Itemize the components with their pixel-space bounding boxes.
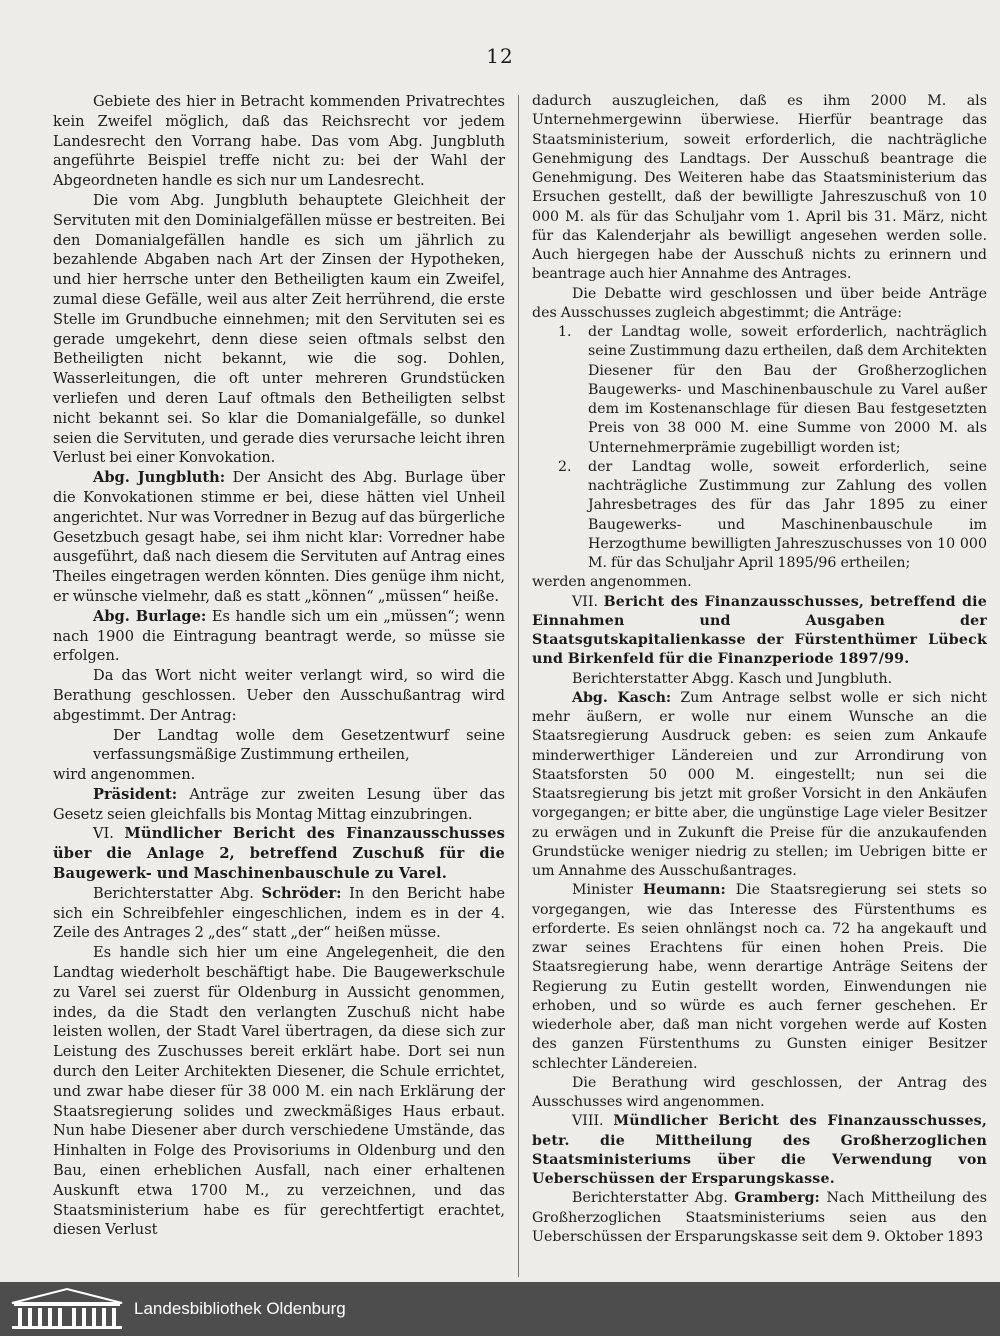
paragraph-text: Zum Antrage selbst wolle er sich nicht mehr äußern, er wolle nur einem Wunsche an die Staatsregierung Ausdruck geben: es seien zum Ankaufe minderwerthiger Ländereien und zur Arrondirung von Staatsforsten 50 000 M. eingestellt; nun sei die Staatsregierung bis jetzt mit großer Vorsicht in den Ankäufen vorgegangen; er bitte aber, die ungünstige Lage vieler Besitzer zu erwägen und in Zukunft die Preise für die anzukaufenden Grundstücke weniger niedrig zu stellen; im Uebrigen bitte er um Annahme des Ausschußantrages.	[532, 689, 987, 879]
paragraph	[532, 670, 987, 689]
speaker-name: Abg. Burlage:	[93, 607, 207, 625]
paragraph	[532, 1189, 987, 1247]
speaker-role: Berichterstatter Abg.	[572, 1190, 728, 1207]
paragraph	[53, 607, 505, 666]
paragraph	[53, 191, 505, 468]
speaker-name: Abg. Jungbluth:	[93, 469, 226, 487]
list-item	[532, 323, 987, 458]
paragraph-text: Die vom Abg. Jungbluth behauptete Gleichheit der Servituten mit den Dominialgefällen müsse er bestreiten. Bei den Domanialgefällen handle es sich um jährlich zu bezahlende Abgaben nach Art der Zinsen der Hypotheken, und hier herrsche unter den Betheiligten kaum ein Zweifel, zumal diese Gefälle, weil aus alter Zeit herrührend, die erste Stelle im Grundbuche einnehmen; mit den Servituten sei es gerade umgekehrt, denn diese seien oftmals selbst den Betheiligten nicht bekannt, wie die sog. Dohlen, Wasserleitungen, die oft unter mehreren Grundstücken verliefen und deren Lauf oftmals den Betheiligten selbst nicht bekannt sei. So klar die Domanialgefälle, so dunkel seien die Servituten, und gerade dies verursache leicht ihren Verlust bei einer Konvokation.	[53, 191, 505, 467]
section-title: Mündlicher Bericht des Finanzausschusses, betr. die Mittheilung des Großherzoglichen Staatsministeriums über die Verwendung von Ueberschüssen der Ersparungskasse.	[532, 1113, 987, 1187]
left-column	[53, 92, 505, 1240]
paragraph	[53, 92, 505, 191]
paragraph-text: Nach Mittheilung des Großherzoglichen Staatsministeriums seien aus den Ueberschüssen der Ersparungskasse seit dem 9. Oktober 1893	[532, 1190, 987, 1245]
section-number: VI.	[93, 825, 114, 843]
paragraph	[53, 468, 505, 607]
paragraph-text: In den Bericht habe sich ein Schreibfehler eingeschlichen, indem es in der 4. Zeile des Antrages 2 „des“ statt „der“ heißen müsse.	[53, 884, 506, 942]
section-title: Bericht des Finanzausschusses, betreffend die Einnahmen und Ausgaben der Staatsgutskapitalienkasse der Fürstenthümer Lübeck und Birkenfeld für die Finanzperiode 1897/99.	[532, 593, 987, 668]
paragraph	[532, 285, 987, 324]
section-heading	[532, 593, 987, 670]
list-text: der Landtag wolle, soweit erforderlich, nachträglich seine Zustimmung dazu ertheilen, daß dem Architekten Diesener für den Bau der Großherzoglichen Baugewerks- und Maschinenbauschule zu Varel außer dem im Kostenanschlage für diesen Bau festgesetzten Preis von 38 000 M. eine Summe von 2000 M. als Unternehmerprämie zugebilligt worden ist;	[588, 324, 987, 456]
footer-label: Landesbibliothek Oldenburg	[134, 1299, 346, 1318]
paragraph-text: Die Staatsregierung sei stets so vorgegangen, wie das Interesse des Fürstenthums es erforderte. Es seien ohnlängst noch ca. 72 ha angekauft und zwar seines Erachtens für einen hohen Preis. Die Staatsregierung habe, wenn derartige Anträge Seitens der Regierung zu Eutin gestellt worden, Einwendungen nie erhoben, und so würde es auch ferner geschehen. Er wiederhole aber, daß man nicht vorgehen werde auf Kosten des ganzen Fürstenthums zu Gunsten einiger Besitzer schlechter Ländereien.	[532, 882, 987, 1072]
page-number: 12	[486, 44, 514, 68]
paragraph-text: Es handle sich um ein „müssen“; wenn nach 1900 die Eintragung beantragt werde, so müsse sie erfolgen.	[53, 607, 506, 665]
paragraph: dadurch auszugleichen, daß es ihm 2000 M. als Unternehmergewinn überwiese. Hierfür beantrage das Staatsministerium, soweit erforderlich, die nachträgliche Genehmigung des Landtags. Der Ausschuß beantrage die Genehmigung. Des Weiteren habe das Staatsministerium das Ersuchen gestellt, daß der bewilligte Jahreszuschuß von 10 000 M. als für das Schuljahr vom 1. April bis 31. März, nicht für das Kalenderjahr als bewilligt angesehen werden solle. Auch hiergegen habe der Ausschuß nichts zu erinnern und beantrage auch hier Annahme des Antrages.	[532, 93, 987, 283]
list-number: 1.	[558, 324, 572, 340]
paragraph: wird angenommen.	[53, 766, 196, 784]
quoted-motion: Der Landtag wolle dem Gesetzentwurf seine verfassungsmäßige Zustimmung ertheilen,	[93, 726, 505, 764]
paragraph-text: Da das Wort nicht weiter verlangt wird, so wird die Berathung geschlossen. Ueber den Ausschußantrag wird abgestimmt. Der Antrag:	[53, 667, 505, 724]
library-building-icon	[8, 1287, 126, 1331]
right-column	[532, 92, 987, 1247]
section-heading	[53, 824, 505, 883]
paragraph-text: Der Ansicht des Abg. Burlage über die Konvokationen stimme er bei, diese hätten viel Unheil angerichtet. Nur was Vorredner in Bezug auf das bürgerliche Gesetzbuch gesagt habe, sei ihm nicht klar: Vorredner habe ausgeführt, daß nach diesem die Servituten auf Antrag eines Theiles eingetragen werden könnten. Dies genüge ihm nicht, er wünsche vielmehr, daß es statt „können“ „müssen“ heiße.	[53, 469, 506, 605]
column-divider	[518, 95, 519, 1277]
paragraph-text: Berichterstatter Abgg. Kasch und Jungbluth.	[572, 670, 893, 687]
list-item	[532, 458, 987, 574]
paragraph-text: Anträge zur zweiten Lesung über das Gesetz seien gleichfalls bis Montag Mittag einzubringen.	[53, 785, 506, 823]
section-number: VIII.	[572, 1113, 604, 1130]
paragraph	[532, 881, 987, 1074]
speaker-role: Minister	[572, 882, 633, 899]
library-footer	[0, 1282, 1000, 1336]
section-number: VII.	[572, 593, 598, 610]
paragraph	[53, 666, 505, 725]
paragraph-text: Die Debatte wird geschlossen und über beide Anträge des Ausschusses zugleich abgestimmt; die Anträge:	[532, 285, 987, 321]
list-number: 2.	[558, 458, 572, 475]
paragraph: werden angenommen.	[532, 574, 692, 591]
paragraph-text: Gebiete des hier in Betracht kommenden Privatrechtes kein Zweifel möglich, daß das Reichsrecht vor jedem Landesrecht den Vorrang habe. Das vom Abg. Jungbluth angeführte Beispiel treffe nicht zu: bei der Wahl der Abgeordneten handle es sich nur um Landesrecht.	[53, 93, 505, 190]
paragraph	[53, 785, 505, 825]
speaker-name: Abg. Kasch:	[572, 689, 672, 706]
paragraph	[53, 943, 505, 1240]
paragraph	[532, 689, 987, 882]
speaker-name: Heumann:	[642, 882, 726, 899]
speaker-name: Gramberg:	[734, 1190, 820, 1207]
section-title: Mündlicher Bericht des Finanzausschusses über die Anlage 2, betreffend Zuschuß für die Baugewerk- und Maschinenbauschule zu Varel.	[53, 825, 505, 883]
paragraph-text: Es handle sich hier um eine Angelegenheit, die den Landtag wiederholt beschäftigt habe. Die Baugewerkschule zu Varel sei zuerst für Oldenburg in Aussicht genommen, indes, da die Stadt den verlangten Zuschuß nicht habe leisten wollen, der Stadt Varel übertragen, da diese sich zur Leistung des Zuschusses bereit erklärt habe. Dort sei nun durch den Leiter Architekten Diesener, die Schule errichtet, und zwar habe dieser für 38 000 M. ein nach Erklärung der Staatsregierung solides und zweckmäßiges Haus erbaut. Nun habe Diesener aber durch verschiedene Umstände, das Hinhalten in Folge des Provisoriums in Oldenburg und den Bau, einen erheblichen Ausfall, nach einer erhaltenen Auskunft etwa 1700 M., zu verzeichnen, und das Staatsministerium habe es für gerechtfertigt erachtet, diesen Verlust	[53, 944, 505, 1239]
paragraph	[532, 1074, 987, 1113]
speaker-role: Berichterstatter Abg.	[93, 884, 254, 902]
section-heading	[532, 1112, 987, 1189]
speaker-name: Präsident:	[93, 785, 178, 803]
list-text: der Landtag wolle, soweit erforderlich, seine nachträgliche Zustimmung zur Zahlung des vollen Jahresbetrages des für das Jahr 1895 zu einer Baugewerks- und Maschinenbauschule im Herzogthume bewilligten Jahreszuschusses von 10 000 M. für das Schuljahr April 1895/96 ertheilen;	[588, 458, 987, 571]
paragraph	[53, 884, 505, 943]
speaker-name: Schröder:	[261, 884, 342, 902]
paragraph-text: Die Berathung wird geschlossen, der Antrag des Ausschusses wird angenommen.	[532, 1074, 987, 1110]
